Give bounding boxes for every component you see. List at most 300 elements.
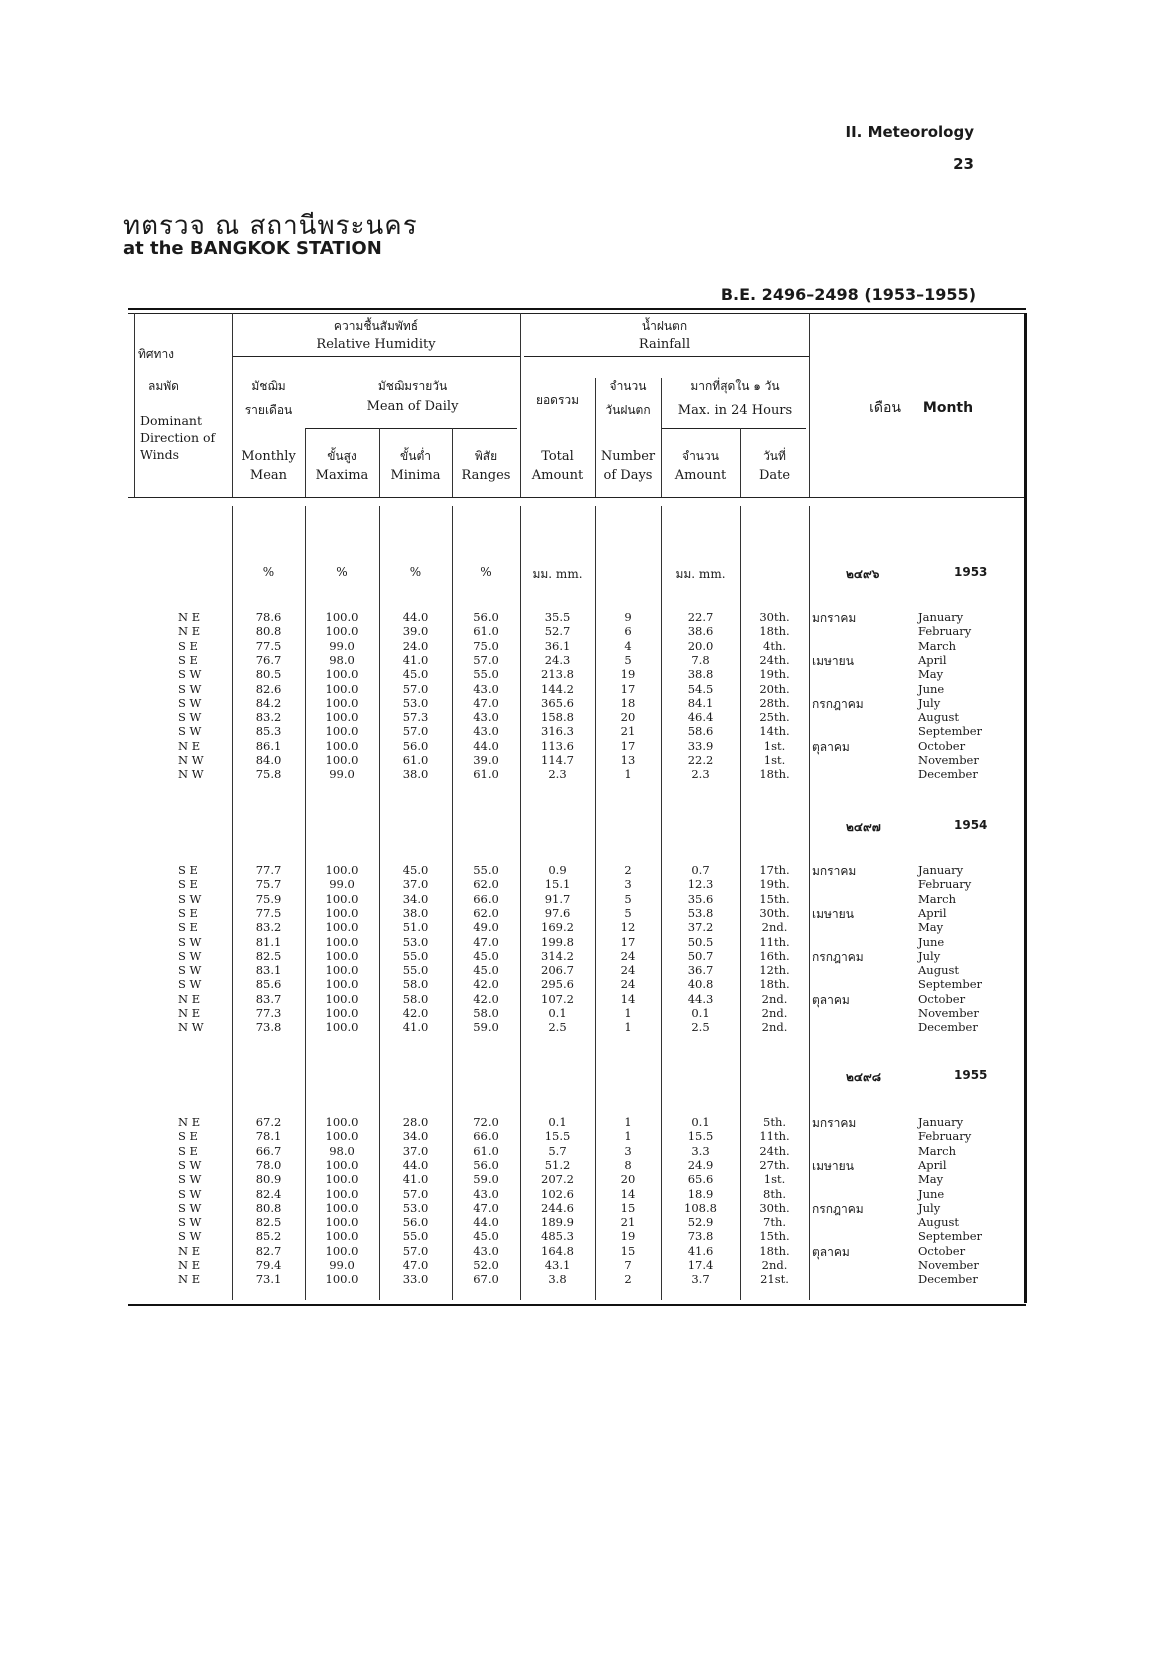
unit-ranges: % <box>480 565 492 579</box>
max24-header-en: Max. in 24 Hours <box>677 403 793 418</box>
month-name-cell: April <box>918 1157 947 1172</box>
minima-cell: 41.0 <box>402 1172 429 1187</box>
table-row <box>0 1230 1164 1243</box>
minima-cell: 56.0 <box>402 1215 429 1230</box>
max24-date-cell: 11th. <box>759 934 790 949</box>
max24-amount-cell: 36.7 <box>687 963 714 978</box>
rain-days-cell: 18 <box>620 695 636 710</box>
maxima-cell: 98.0 <box>329 652 355 667</box>
year-thai: ๒๔๙๗ <box>846 820 881 834</box>
monthly-mean-cell: 73.8 <box>255 1020 282 1035</box>
max24-amount-cell: 3.7 <box>691 1272 710 1287</box>
maxima-cell: 100.0 <box>325 710 359 725</box>
rain-days-cell: 14 <box>620 991 636 1006</box>
wind-direction-cell: N W <box>178 1020 204 1035</box>
rain-days-cell: 17 <box>620 934 636 949</box>
table-row <box>0 1159 1164 1172</box>
ranges-cell: 67.0 <box>473 1272 499 1287</box>
wind-direction-cell: S E <box>178 1129 198 1144</box>
ranges-cell: 66.0 <box>473 891 499 906</box>
table-row <box>0 950 1164 963</box>
month-name-cell: November <box>918 753 979 767</box>
minima-cell: 53.0 <box>402 934 429 949</box>
minima-cell: 53.0 <box>402 695 429 710</box>
max24-amount-cell: 0.1 <box>691 1115 710 1129</box>
thai-month-label: กรกฎาคม <box>812 696 864 711</box>
ranges-cell: 55.0 <box>473 863 499 877</box>
wind-direction-cell: N W <box>178 753 204 767</box>
max24-amount-cell: 22.2 <box>687 753 714 767</box>
daily-rule <box>305 428 517 429</box>
maxima-cell: 100.0 <box>325 934 359 949</box>
maxima-cell: 100.0 <box>325 753 359 767</box>
thai-month-label: ตุลาคม <box>812 992 850 1007</box>
month-name-cell: July <box>918 1200 941 1215</box>
wind-direction-cell: S W <box>178 710 202 725</box>
max24-date-cell: 28th. <box>759 695 790 710</box>
max24-date-cell: 18th. <box>759 1243 790 1258</box>
wind-direction-cell: S W <box>178 1229 202 1244</box>
rain-days-cell: 17 <box>620 681 636 696</box>
rain-days-cell: 9 <box>624 610 632 624</box>
month-name-cell: February <box>918 1129 972 1144</box>
minima-cell: 44.0 <box>402 610 429 624</box>
monthly-mean-cell: 83.1 <box>255 963 282 978</box>
monthly-mean-cell: 82.4 <box>255 1186 282 1201</box>
rain-days-cell: 5 <box>624 905 632 920</box>
total-amount-cell: 2.5 <box>548 1020 567 1035</box>
month-name-cell: December <box>918 767 978 782</box>
date-header-th: วันที่ <box>763 449 786 463</box>
table-top-rule-2 <box>128 313 1026 314</box>
table-row <box>0 654 1164 667</box>
daily-header-th: มัชฌิมรายวัน <box>377 379 448 393</box>
minima-cell: 57.0 <box>402 1243 429 1258</box>
max24-amount-cell: 53.8 <box>687 905 714 920</box>
col-rule-10 <box>809 313 810 497</box>
thai-month-label: เมษายน <box>812 653 854 668</box>
ranges-header-en: Ranges <box>461 468 511 483</box>
max24-amount-cell: 44.3 <box>687 991 714 1006</box>
max24-date-cell: 2nd. <box>761 920 788 935</box>
max24-date-cell: 27th. <box>759 1157 790 1172</box>
minima-cell: 41.0 <box>402 652 429 667</box>
minima-cell: 38.0 <box>402 905 429 920</box>
total-amount-cell: 3.8 <box>548 1272 567 1287</box>
maxima-cell: 100.0 <box>325 1020 359 1035</box>
monthly-mean-cell: 66.7 <box>255 1143 282 1158</box>
minima-cell: 56.0 <box>402 738 429 753</box>
total-amount-cell: 189.9 <box>541 1215 574 1230</box>
max24-amount-cell: 46.4 <box>687 710 714 725</box>
wind-direction-cell: S E <box>178 863 198 877</box>
max24-amount-cell: 37.2 <box>687 920 714 935</box>
total-header-en1: Total <box>541 449 574 464</box>
year-thai: ๒๔๙๘ <box>846 1070 882 1084</box>
amount-header-th: จำนวน <box>682 449 719 463</box>
max24-date-cell: 14th. <box>759 724 790 739</box>
minima-cell: 58.0 <box>402 991 429 1006</box>
max24-date-cell: 1st. <box>763 1172 786 1187</box>
month-name-cell: September <box>918 724 983 739</box>
rain-days-cell: 5 <box>624 652 632 667</box>
table-row <box>0 1202 1164 1215</box>
month-name-cell: January <box>918 610 964 624</box>
month-name-cell: December <box>918 1272 978 1287</box>
total-amount-cell: 2.3 <box>548 767 567 782</box>
max24-amount-cell: 15.5 <box>687 1129 714 1144</box>
thai-month-label: เมษายน <box>812 906 854 921</box>
total-amount-cell: 113.6 <box>541 738 574 753</box>
table-row <box>0 683 1164 696</box>
wind-direction-cell: N E <box>178 738 201 753</box>
maxima-cell: 100.0 <box>325 863 359 877</box>
max24-date-cell: 2nd. <box>761 991 788 1006</box>
rain-days-cell: 24 <box>620 977 636 992</box>
max24-amount-cell: 3.3 <box>691 1143 710 1158</box>
max24-date-cell: 18th. <box>759 767 790 782</box>
rain-days-cell: 17 <box>620 738 636 753</box>
date-header-en: Date <box>758 468 791 483</box>
wind-direction-cell: S W <box>178 1215 202 1230</box>
total-amount-cell: 206.7 <box>541 963 574 978</box>
monthly-header-en1: Monthly <box>241 449 296 464</box>
minima-cell: 53.0 <box>402 1200 429 1215</box>
daily-header-en: Mean of Daily <box>366 399 459 414</box>
rain-days-cell: 13 <box>620 753 636 767</box>
rain-days-cell: 15 <box>620 1243 636 1258</box>
monthly-mean-cell: 82.6 <box>255 681 282 696</box>
max24-date-cell: 30th. <box>759 905 790 920</box>
max24-date-cell: 30th. <box>759 1200 790 1215</box>
monthly-mean-cell: 82.7 <box>255 1243 282 1258</box>
monthly-mean-cell: 78.0 <box>255 1157 282 1172</box>
max24-date-cell: 12th. <box>759 963 790 978</box>
table-row <box>0 921 1164 934</box>
wind-header-th2: ลมพัด <box>148 379 179 393</box>
max24-date-cell: 19th. <box>759 667 790 682</box>
max24-date-cell: 1st. <box>763 738 786 753</box>
month-name-cell: June <box>918 681 945 696</box>
max24-amount-cell: 52.9 <box>687 1215 714 1230</box>
max24-date-cell: 24th. <box>759 1143 790 1158</box>
max24-date-cell: 24th. <box>759 652 790 667</box>
max24-amount-cell: 7.8 <box>691 652 710 667</box>
thai-month-label: กรกฎาคม <box>812 1201 864 1216</box>
wind-direction-cell: N E <box>178 991 201 1006</box>
maxima-cell: 100.0 <box>325 1272 359 1287</box>
monthly-mean-cell: 84.0 <box>255 753 282 767</box>
max24-date-cell: 4th. <box>763 638 786 653</box>
monthly-header-th1: มัชฌิม <box>251 379 286 393</box>
rain-days-cell: 1 <box>624 767 632 782</box>
month-name-cell: October <box>918 738 966 753</box>
month-name-cell: August <box>918 963 960 978</box>
rain-days-cell: 1 <box>624 1020 632 1035</box>
monthly-mean-cell: 82.5 <box>255 948 282 963</box>
table-row <box>0 878 1164 891</box>
total-amount-cell: 207.2 <box>541 1172 574 1187</box>
wind-direction-cell: S W <box>178 1157 202 1172</box>
maxima-cell: 100.0 <box>325 977 359 992</box>
rain-days-cell: 3 <box>624 1143 632 1158</box>
month-name-cell: July <box>918 695 941 710</box>
year-english: 1953 <box>954 565 988 579</box>
rain-days-cell: 20 <box>620 1172 636 1187</box>
maxima-cell: 99.0 <box>329 767 355 782</box>
ranges-cell: 56.0 <box>473 610 499 624</box>
month-name-cell: August <box>918 1215 960 1230</box>
max24-date-cell: 19th. <box>759 877 790 892</box>
thai-month-label: ตุลาคม <box>812 1244 850 1259</box>
days-header-th2: วันฝนตก <box>605 403 651 417</box>
minima-cell: 61.0 <box>402 753 429 767</box>
wind-direction-cell: S W <box>178 667 202 682</box>
max24-amount-cell: 35.6 <box>687 891 714 906</box>
table-row <box>0 768 1164 781</box>
monthly-mean-cell: 83.2 <box>255 920 282 935</box>
table-row <box>0 1116 1164 1129</box>
monthly-mean-cell: 85.2 <box>255 1229 282 1244</box>
month-name-cell: April <box>918 905 947 920</box>
month-header-en: Month <box>922 400 974 416</box>
monthly-mean-cell: 86.1 <box>255 738 282 753</box>
table-row <box>0 640 1164 653</box>
max24-date-cell: 2nd. <box>761 1020 788 1035</box>
monthly-mean-cell: 75.7 <box>255 877 282 892</box>
max24-date-cell: 17th. <box>759 863 790 877</box>
monthly-mean-cell: 85.6 <box>255 977 282 992</box>
month-name-cell: January <box>918 1115 964 1129</box>
minima-cell: 55.0 <box>402 948 429 963</box>
ranges-cell: 59.0 <box>473 1172 499 1187</box>
table-row <box>0 864 1164 877</box>
total-amount-cell: 0.1 <box>548 1006 567 1020</box>
total-amount-cell: 144.2 <box>541 681 574 696</box>
total-amount-cell: 107.2 <box>541 991 574 1006</box>
max24-amount-cell: 108.8 <box>684 1200 717 1215</box>
table-row <box>0 625 1164 638</box>
rain-days-cell: 1 <box>624 1006 632 1020</box>
table-row <box>0 978 1164 991</box>
maxima-cell: 100.0 <box>325 738 359 753</box>
days-header-en2: of Days <box>603 468 653 483</box>
wind-direction-cell: N E <box>178 1006 201 1020</box>
minima-header-en: Minima <box>390 468 441 483</box>
table-row <box>0 754 1164 767</box>
table-row <box>0 1130 1164 1143</box>
table-row <box>0 611 1164 624</box>
ranges-cell: 45.0 <box>473 1229 499 1244</box>
ranges-cell: 56.0 <box>473 1157 499 1172</box>
unit-minima: % <box>409 565 422 579</box>
wind-direction-cell: N E <box>178 624 201 639</box>
monthly-mean-cell: 76.7 <box>255 652 282 667</box>
table-row <box>0 1007 1164 1020</box>
minima-cell: 57.0 <box>402 1186 429 1201</box>
total-header-en2: Amount <box>531 468 584 483</box>
month-name-cell: May <box>918 667 944 682</box>
wind-direction-cell: S E <box>178 652 198 667</box>
wind-direction-cell: S W <box>178 695 202 710</box>
title-thai: ทตรวจ ณ สถานีพระนคร <box>123 211 418 241</box>
table-row <box>0 907 1164 920</box>
col-rule-1 <box>134 313 135 497</box>
table-row <box>0 1021 1164 1034</box>
monthly-header-en2: Mean <box>249 468 288 483</box>
month-name-cell: May <box>918 920 944 935</box>
maxima-cell: 100.0 <box>325 695 359 710</box>
table-row <box>0 711 1164 724</box>
total-amount-cell: 36.1 <box>544 638 571 653</box>
monthly-mean-cell: 82.5 <box>255 1215 282 1230</box>
rain-days-cell: 19 <box>620 1229 636 1244</box>
table-row <box>0 1188 1164 1201</box>
month-name-cell: July <box>918 948 941 963</box>
month-name-cell: November <box>918 1258 979 1272</box>
maxima-cell: 100.0 <box>325 624 359 639</box>
wind-direction-cell: S W <box>178 891 202 906</box>
total-amount-cell: 164.8 <box>541 1243 574 1258</box>
thai-month-label: กรกฎาคม <box>812 949 864 964</box>
page-number: 23 <box>953 155 974 173</box>
max24-amount-cell: 20.0 <box>687 638 714 653</box>
max24-date-cell: 5th. <box>763 1115 786 1129</box>
ranges-cell: 45.0 <box>473 963 499 978</box>
ranges-cell: 43.0 <box>473 1243 499 1258</box>
month-name-cell: January <box>918 863 964 877</box>
table-row <box>0 740 1164 753</box>
max24-amount-cell: 65.6 <box>687 1172 714 1187</box>
monthly-mean-cell: 75.8 <box>255 767 282 782</box>
minima-cell: 45.0 <box>402 863 429 877</box>
max24-amount-cell: 84.1 <box>687 695 714 710</box>
maxima-cell: 100.0 <box>325 1115 359 1129</box>
monthly-mean-cell: 77.7 <box>255 863 282 877</box>
ranges-cell: 62.0 <box>473 877 499 892</box>
total-amount-cell: 365.6 <box>541 695 574 710</box>
rain-days-cell: 21 <box>620 1215 636 1230</box>
total-amount-cell: 485.3 <box>541 1229 574 1244</box>
max24-amount-cell: 58.6 <box>687 724 714 739</box>
max24-date-cell: 18th. <box>759 624 790 639</box>
month-name-cell: June <box>918 934 945 949</box>
title-english: at the BANGKOK STATION <box>123 238 382 259</box>
minima-cell: 44.0 <box>402 1157 429 1172</box>
thai-month-label: มกราคม <box>812 864 857 878</box>
total-amount-cell: 5.7 <box>548 1143 567 1158</box>
month-name-cell: March <box>918 638 956 653</box>
minima-cell: 33.0 <box>402 1272 429 1287</box>
ranges-cell: 61.0 <box>473 767 499 782</box>
max24-date-cell: 7th. <box>763 1215 786 1230</box>
minima-header-th: ขั้นต่ำ <box>400 449 431 463</box>
month-name-cell: September <box>918 977 983 992</box>
table-row <box>0 1216 1164 1229</box>
monthly-mean-cell: 78.6 <box>255 610 282 624</box>
year-range: B.E. 2496–2498 (1953–1955) <box>720 285 976 304</box>
rain-days-cell: 24 <box>620 963 636 978</box>
rain-days-cell: 1 <box>624 1115 632 1129</box>
ranges-cell: 61.0 <box>473 624 499 639</box>
month-name-cell: April <box>918 652 947 667</box>
wind-direction-cell: N E <box>178 1243 201 1258</box>
month-name-cell: March <box>918 1143 956 1158</box>
table-top-rule <box>128 308 1026 310</box>
monthly-mean-cell: 80.8 <box>255 1200 282 1215</box>
rain-days-cell: 14 <box>620 1186 636 1201</box>
minima-cell: 41.0 <box>402 1020 429 1035</box>
rain-days-cell: 20 <box>620 710 636 725</box>
ranges-cell: 45.0 <box>473 948 499 963</box>
thai-month-label: เมษายน <box>812 1158 854 1173</box>
rain-days-cell: 5 <box>624 891 632 906</box>
days-header-en1: Number <box>600 449 656 464</box>
ranges-cell: 47.0 <box>473 934 499 949</box>
maxima-cell: 100.0 <box>325 891 359 906</box>
total-amount-cell: 15.5 <box>544 1129 571 1144</box>
year-english: 1954 <box>954 818 988 832</box>
monthly-mean-cell: 80.8 <box>255 624 282 639</box>
monthly-mean-cell: 73.1 <box>255 1272 282 1287</box>
max24-amount-cell: 18.9 <box>687 1186 714 1201</box>
month-header-th: เดือน <box>869 400 901 416</box>
total-amount-cell: 24.3 <box>544 652 571 667</box>
total-amount-cell: 314.2 <box>541 948 574 963</box>
thai-month-label: มกราคม <box>812 611 857 625</box>
max24-date-cell: 21st. <box>760 1272 789 1287</box>
minima-cell: 38.0 <box>402 767 429 782</box>
ranges-cell: 66.0 <box>473 1129 499 1144</box>
maxima-cell: 100.0 <box>325 948 359 963</box>
max24-amount-cell: 50.7 <box>687 948 714 963</box>
unit-maxima: % <box>336 565 348 579</box>
maxima-cell: 100.0 <box>325 963 359 978</box>
max24-header-th: มากที่สุดใน ๑ วัน <box>690 379 780 393</box>
total-amount-cell: 244.6 <box>541 1200 574 1215</box>
total-amount-cell: 316.3 <box>541 724 574 739</box>
wind-direction-cell: N E <box>178 610 201 624</box>
table-row <box>0 993 1164 1006</box>
unit-monthly: % <box>262 565 275 579</box>
wind-direction-cell: S W <box>178 681 202 696</box>
monthly-mean-cell: 78.1 <box>255 1129 282 1144</box>
month-name-cell: December <box>918 1020 978 1035</box>
wind-direction-cell: N E <box>178 1272 201 1287</box>
wind-direction-cell: S W <box>178 948 202 963</box>
total-amount-cell: 35.5 <box>544 610 571 624</box>
minima-cell: 45.0 <box>402 667 429 682</box>
table-row <box>0 725 1164 738</box>
max24-amount-cell: 38.8 <box>687 667 714 682</box>
wind-direction-cell: N E <box>178 1258 201 1272</box>
wind-header-th1: ทิศทาง <box>138 347 175 361</box>
table-row <box>0 1259 1164 1272</box>
total-amount-cell: 295.6 <box>541 977 574 992</box>
max24-amount-cell: 0.7 <box>691 863 710 877</box>
ranges-cell: 44.0 <box>473 1215 499 1230</box>
wind-direction-cell: N E <box>178 1115 201 1129</box>
minima-cell: 57.0 <box>402 724 429 739</box>
total-amount-cell: 15.1 <box>544 877 571 892</box>
monthly-mean-cell: 77.3 <box>255 1006 282 1020</box>
max24-amount-cell: 40.8 <box>687 977 714 992</box>
total-amount-cell: 91.7 <box>544 891 571 906</box>
total-amount-cell: 169.2 <box>541 920 574 935</box>
thai-month-label: มกราคม <box>812 1116 857 1130</box>
maxima-cell: 99.0 <box>329 638 355 653</box>
ranges-cell: 49.0 <box>473 920 499 935</box>
